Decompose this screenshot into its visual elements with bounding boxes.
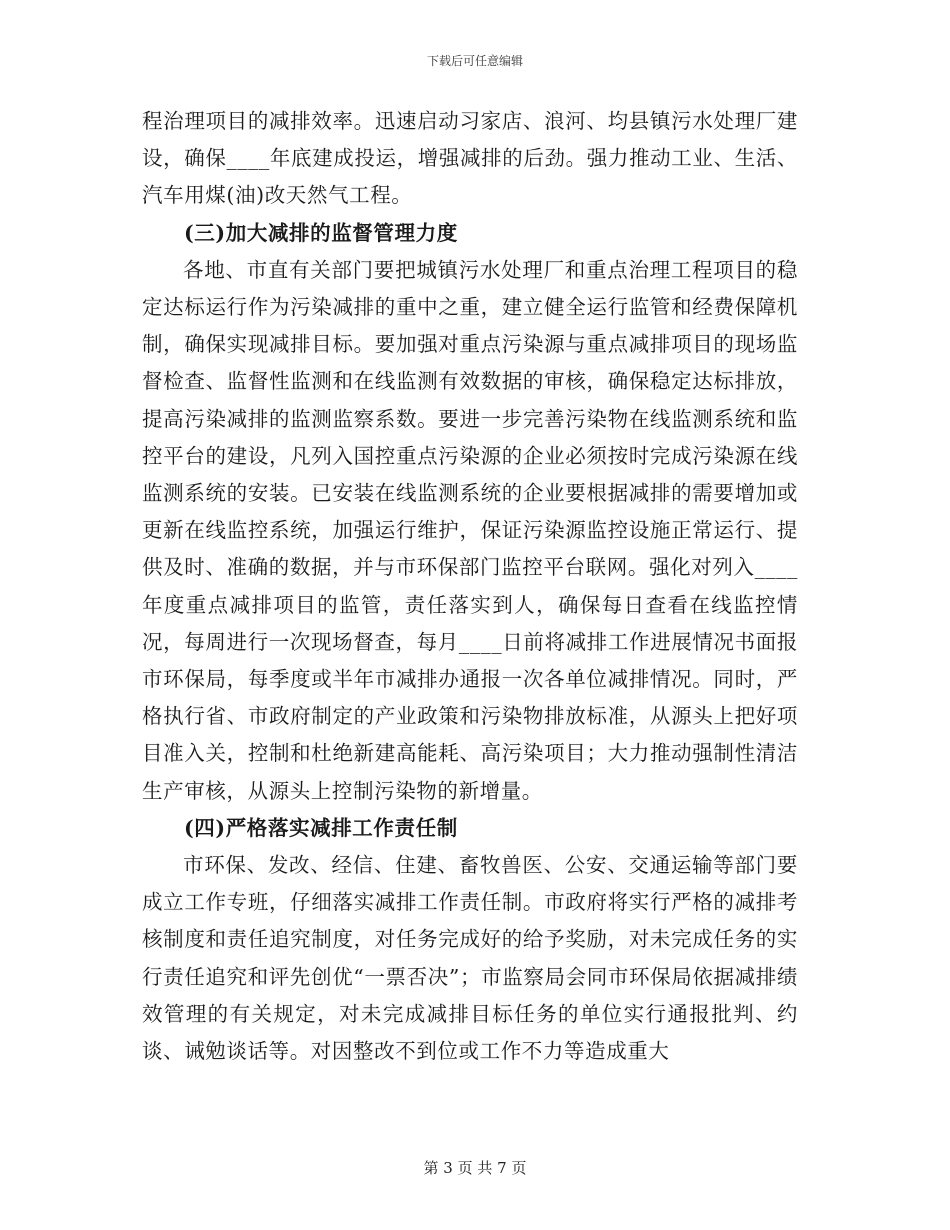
page-number: 第 3 页 共 7 页 (423, 1159, 527, 1177)
document-body (142, 103, 798, 1070)
paragraph-2: 各地、市直有关部门要把城镇污水处理厂和重点治理工程项目的稳定达标运行作为污染减排的重中之重，建立健全运行监管和经费保障机制，确保实现减排目标。要加强对重点污染源与重点减排项目的现场监督检查、监督性监测和在线监测有效数据的审核，确保稳定达标排放，提高污染减排的监测监察系数。要进一步完善污染物在线监测系统和监控平台的建设，凡列入国控重点污染源的企业必须按时完成污染源在线监测系统的安装。已安装在线监测系统的企业要根据减排的需要增加或更新在线监控系统，加强运行维护，保证污染源监控设施正常运行、提供及时、准确的数据，并与市环保部门监控平台联网。强化对列入____年度重点减排项目的监管，责任落实到人，确保每日查看在线监控情况，每周进行一次现场督查，每月____日前将减排工作进展情况书面报市环保局，每季度或半年市减排办通报一次各单位减排情况。同时，严格执行省、市政府制定的产业政策和污染物排放标准，从源头上把好项目准入关，控制和杜绝新建高能耗、高污染项目；大力推动强制性清洁生产审核，从源头上控制污染物的新增量。 (142, 257, 798, 803)
section-heading-3: (三)加大减排的监督管理力度 (184, 220, 458, 245)
paragraph-3: 市环保、发改、经信、住建、畜牧兽医、公安、交通运输等部门要成立工作专班，仔细落实减排工作责任制。市政府将实行严格的减排考核制度和责任追究制度，对任务完成好的给予奖励，对未完成任务的实行责任追究和评先创优“一票否决”；市监察局会同市环保局依据减排绩效管理的有关规定，对未完成减排目标任务的单位实行通报批判、约谈、诫勉谈话等。对因整改不到位或工作不力等造成重大 (142, 853, 798, 1064)
page-header-note: 下载后可任意编辑 (426, 54, 523, 68)
paragraph-1: 程治理项目的减排效率。迅速启动习家店、浪河、均县镇污水处理厂建设，确保____年底建成投运，增强减排的后劲。强力推动工业、生活、汽车用煤(油)改天然气工程。 (142, 109, 798, 208)
section-heading-4: (四)严格落实减排工作责任制 (184, 815, 458, 840)
